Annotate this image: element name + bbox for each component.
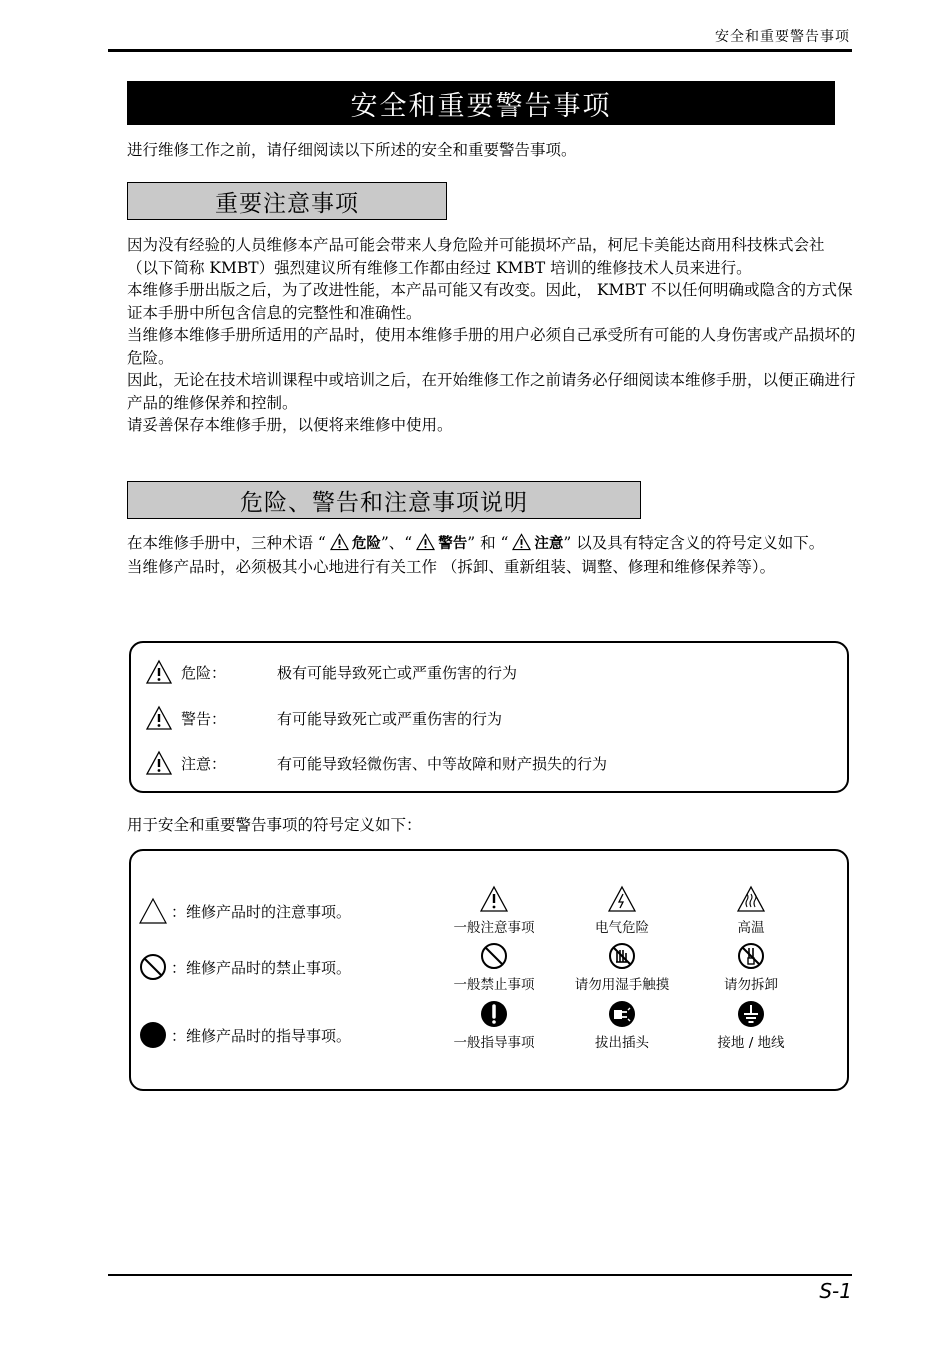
symbol-label: 拔出插头 xyxy=(595,1035,649,1051)
symbol-electric-hazard xyxy=(557,885,687,936)
section-heading-important-notes: 重要注意事项 xyxy=(127,182,447,220)
symbol-label: 请勿用湿手触摸 xyxy=(574,977,670,993)
signal-description: 极有可能导致死亡或严重伤害的行为 xyxy=(277,663,518,682)
section-body-important-notes xyxy=(127,234,857,437)
definition-caution xyxy=(139,897,351,925)
triangle-icon xyxy=(139,897,167,925)
symbol-high-temperature xyxy=(686,885,816,936)
symbol-label: 一般禁止事项 xyxy=(453,977,535,993)
term-caution: 注意 xyxy=(534,536,564,552)
symbol-definition-box xyxy=(129,849,849,1091)
text-fragment: 在本维修手册中，三种术语 “ xyxy=(127,534,326,552)
paragraph: 当维修本维修手册所适用的产品时，使用本维修手册的用户必须自己承受所有可能的人身伤害或产品损坏的危险。 xyxy=(127,326,856,367)
bottom-rule xyxy=(108,1274,852,1276)
definition-instruction xyxy=(139,1021,351,1049)
high-temperature-icon xyxy=(737,885,765,913)
text-fragment: ” 以及具有特定含义的符号定义如下。 xyxy=(563,534,825,552)
signal-description: 有可能导致轻微伤害、中等故障和财产损失的行为 xyxy=(277,754,608,773)
term-danger: 危险 xyxy=(351,536,381,552)
paragraph xyxy=(127,532,857,556)
definition-text: ：维修产品时的禁止事项。 xyxy=(171,958,352,977)
definition-text: ：维修产品时的指导事项。 xyxy=(171,1026,352,1045)
unplug-icon xyxy=(608,1000,636,1028)
symbol-ground xyxy=(686,1000,816,1051)
paragraph: 因此，无论在技术培训课程中或培训之后，在开始维修工作之前请务必仔细阅读本维修手册，以便正确进行产品的维修保养和控制。 xyxy=(127,371,856,412)
prohibition-icon xyxy=(139,953,167,981)
symbol-label: 一般指导事项 xyxy=(453,1035,535,1051)
symbol-general-caution xyxy=(429,885,559,936)
symbol-general-prohibition xyxy=(429,942,559,993)
warning-triangle-icon xyxy=(145,659,173,685)
general-prohibition-icon xyxy=(480,942,508,970)
text-fragment: ”、“ xyxy=(380,534,413,552)
page-title: 安全和重要警告事项 xyxy=(127,81,835,125)
page-number: S-1 xyxy=(819,1279,852,1303)
symbol-label: 高温 xyxy=(737,920,765,936)
warning-triangle-icon xyxy=(512,533,531,551)
signal-label: 警告： xyxy=(181,709,227,728)
symbol-label: 电气危险 xyxy=(595,920,649,936)
signal-row-warning xyxy=(145,702,502,734)
paragraph: 本维修手册出版之后，为了改进性能，本产品可能又有改变。因此， KMBT 不以任何明确或隐含的方式保证本手册中所包含信息的完整性和准确性。 xyxy=(127,281,853,322)
intro-text: 进行维修工作之前，请仔细阅读以下所述的安全和重要警告事项。 xyxy=(127,141,577,159)
filled-circle-icon xyxy=(139,1021,167,1049)
symbol-label: 请勿拆卸 xyxy=(724,977,778,993)
symbol-intro-text: 用于安全和重要警告事项的符号定义如下： xyxy=(127,816,422,834)
section-heading-signal-words: 危险、警告和注意事项说明 xyxy=(127,481,641,519)
symbol-label: 接地 / 地线 xyxy=(717,1035,785,1051)
signal-description: 有可能导致死亡或严重伤害的行为 xyxy=(277,709,503,728)
signal-label: 危险： xyxy=(181,663,227,682)
definition-text: ：维修产品时的注意事项。 xyxy=(171,902,352,921)
general-caution-icon xyxy=(480,885,508,913)
text-fragment: ” 和 “ xyxy=(467,534,509,552)
warning-triangle-icon xyxy=(145,750,173,776)
symbol-do-not-disassemble xyxy=(686,942,816,993)
warning-triangle-icon xyxy=(330,533,349,551)
symbol-unplug xyxy=(557,1000,687,1051)
warning-triangle-icon xyxy=(416,533,435,551)
paragraph: 请妥善保存本维修手册，以便将来维修中使用。 xyxy=(127,416,453,434)
term-warning: 警告 xyxy=(438,536,468,552)
symbol-label: 一般注意事项 xyxy=(453,920,535,936)
general-instruction-icon xyxy=(480,1000,508,1028)
ground-icon xyxy=(737,1000,765,1028)
signal-row-danger xyxy=(145,656,517,688)
warning-triangle-icon xyxy=(145,705,173,731)
running-header: 安全和重要警告事项 xyxy=(715,29,850,45)
paragraph: 因为没有经验的人员维修本产品可能会带来人身危险并可能损坏产品，柯尼卡美能达商用科技株式会社 （以下简称 KMBT）强烈建议所有维修工作都由经过 KMBT 培训的维修技术人员来进行。 xyxy=(127,236,825,277)
no-wet-hands-icon xyxy=(608,942,636,970)
section-body-signal-words xyxy=(127,532,857,578)
do-not-disassemble-icon xyxy=(737,942,765,970)
symbol-general-instruction xyxy=(429,1000,559,1051)
top-rule xyxy=(108,49,852,52)
signal-word-box xyxy=(129,641,849,793)
electric-hazard-icon xyxy=(608,885,636,913)
symbol-no-wet-hands xyxy=(557,942,687,993)
paragraph: 当维修产品时，必须极其小心地进行有关工作 （拆卸、重新组装、调整、修理和维修保养等）。 xyxy=(127,557,776,576)
signal-row-caution xyxy=(145,747,607,779)
definition-prohibition xyxy=(139,953,351,981)
signal-label: 注意： xyxy=(181,754,227,773)
